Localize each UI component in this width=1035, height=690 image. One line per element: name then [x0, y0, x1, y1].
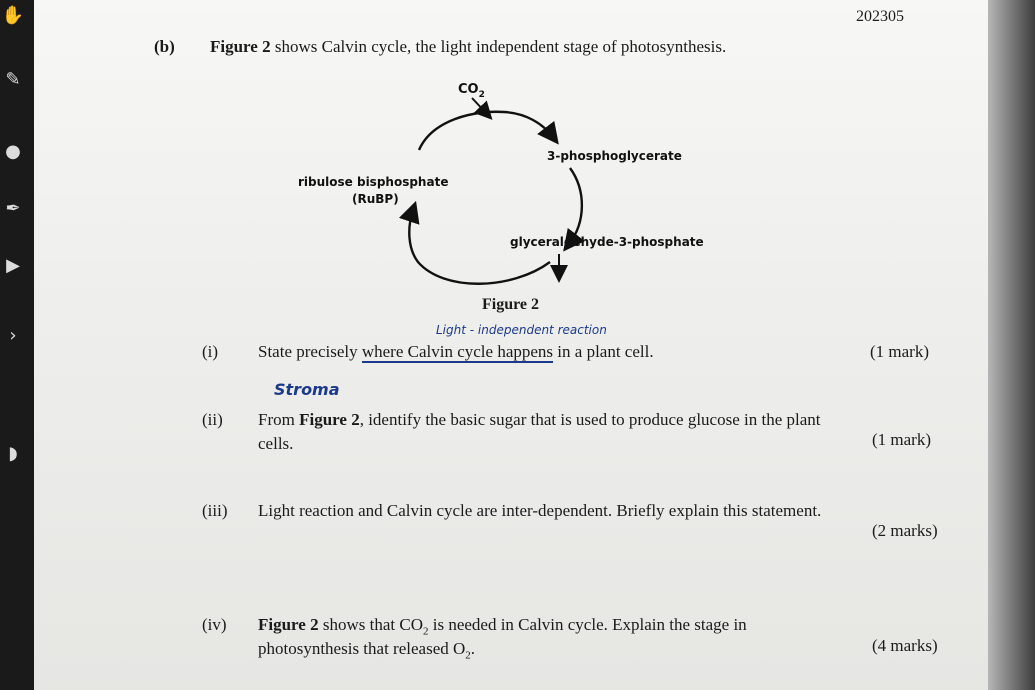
- figure-caption: Figure 2: [482, 296, 540, 313]
- cycle-arc-top: [419, 112, 553, 150]
- part-label: (b): [154, 37, 175, 56]
- intro-rest: shows Calvin cycle, the light independent stage of photosynthesis.: [270, 37, 727, 56]
- right-background: [987, 0, 1035, 690]
- g3p-label: glyceraldehyde-3-phosphate: [510, 235, 704, 249]
- question-iii-text: Light reaction and Calvin cycle are inter-dependent. Briefly explain this statement.: [258, 501, 822, 520]
- pga-label: 3-phosphoglycerate: [547, 149, 682, 163]
- hand-icon[interactable]: ✋: [1, 4, 25, 26]
- question-ii-line1: From Figure 2, identify the basic sugar that is used to produce glucose in the plant: [258, 410, 821, 429]
- rubp-label: ribulose bisphosphate: [298, 175, 449, 189]
- question-iv-line2: photosynthesis that released $O_2$.: [258, 639, 476, 662]
- cycle-arc-right: [569, 168, 582, 244]
- paper-code: 202305: [856, 8, 904, 25]
- question-ii-number: (ii): [202, 410, 223, 429]
- question-i-text: State precisely where Calvin cycle happens in a plant cell.: [258, 342, 654, 361]
- question-ii-marks: (1 mark): [872, 430, 932, 449]
- half-circle-icon[interactable]: ◗: [8, 442, 18, 464]
- chevron-right-icon[interactable]: ›: [9, 324, 17, 346]
- rubp-abbrev: (RuBP): [352, 192, 399, 206]
- question-iii-marks: (2 marks): [872, 521, 938, 540]
- question-iv-number: (iv): [202, 615, 227, 634]
- calvin-cycle-diagram: [34, 0, 988, 320]
- co2-label: $CO_2$: [458, 82, 485, 100]
- microphone-icon[interactable]: ●: [5, 140, 21, 162]
- handwritten-answer-i: Stroma: [274, 380, 340, 399]
- question-i-number: (i): [202, 342, 219, 361]
- question-i-marks: (1 mark): [870, 342, 930, 361]
- question-iii-number: (iii): [202, 501, 228, 520]
- left-toolbar: [0, 0, 34, 690]
- underlined-phrase: where Calvin cycle happens: [361, 342, 554, 361]
- question-ii-line2: cells.: [258, 434, 294, 453]
- figure-ref: Figure 2: [210, 37, 271, 56]
- question-iv-line1: Figure 2 shows that $CO_2$ is needed in Calvin cycle. Explain the stage in: [258, 615, 747, 638]
- question-iv-marks: (4 marks): [872, 636, 938, 655]
- pen-icon[interactable]: ✒: [5, 197, 21, 219]
- play-icon[interactable]: ▶: [6, 254, 20, 276]
- marker-icon[interactable]: ✎: [5, 68, 21, 90]
- exam-page: [34, 0, 988, 690]
- handwritten-note: Light - independent reaction: [436, 323, 607, 337]
